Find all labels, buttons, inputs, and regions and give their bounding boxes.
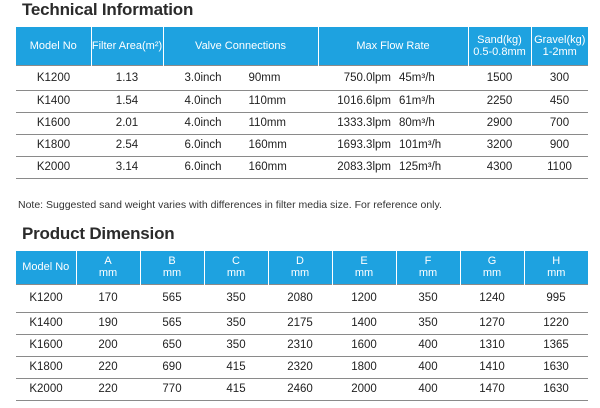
dim-unit: mm	[547, 267, 566, 280]
dim-value-cell: 1470	[479, 383, 505, 395]
dim-value-cell: 565	[162, 317, 182, 329]
dim-unit: mm	[418, 267, 438, 280]
sand-cell: 2250	[486, 95, 513, 107]
valve-mm: 160mm	[248, 161, 287, 173]
dim-value-cell: 1400	[351, 317, 377, 329]
dim-value-cell: 2000	[351, 383, 377, 395]
dim-value-cell: 200	[98, 339, 118, 351]
dim-value-cell: 220	[98, 383, 118, 395]
technical-information-table	[16, 27, 588, 179]
dim-value-cell: 995	[546, 292, 566, 304]
dim-value-cell: 350	[418, 317, 438, 329]
model-cell: K1600	[36, 117, 71, 129]
dim-value-cell: 350	[226, 317, 246, 329]
dim-letter: D	[296, 255, 304, 268]
dim-value-cell: 415	[226, 383, 246, 395]
table-row	[16, 156, 588, 178]
dim-value-cell: 1600	[351, 339, 377, 351]
flow-cell	[318, 156, 468, 178]
dim-letter: E	[360, 255, 368, 268]
valve-cell	[163, 112, 318, 134]
header-sand: Sand(kg) 0.5-0.8mm	[468, 27, 531, 65]
table-row	[16, 356, 588, 378]
table-row	[16, 112, 588, 134]
flow-m3h: 125m³/h	[399, 161, 442, 173]
flow-m3h: 101m³/h	[399, 139, 442, 151]
table-row	[16, 312, 588, 334]
dim-value-cell: 350	[226, 292, 246, 304]
sand-cell: 3200	[486, 139, 513, 151]
valve-mm: 160mm	[248, 139, 287, 151]
valve-cell	[163, 134, 318, 156]
flow-lpm: 1333.3lpm	[337, 117, 391, 129]
valve-mm: 110mm	[248, 117, 286, 129]
model-cell: K2000	[29, 383, 63, 395]
dim-value-cell: 650	[162, 339, 182, 351]
dim-value-cell: 2320	[287, 361, 313, 373]
header-dim-b	[140, 251, 204, 284]
valve-cell	[163, 65, 318, 90]
model-cell: K1400	[29, 317, 63, 329]
flow-lpm: 750.0lpm	[343, 71, 391, 84]
filter-area-cell: 1.13	[115, 71, 139, 84]
model-cell: K1800	[29, 361, 63, 373]
gravel-cell: 300	[549, 71, 570, 84]
sand-cell: 2900	[486, 117, 513, 129]
flow-lpm: 1016.6lpm	[337, 95, 391, 107]
dim-value-cell: 415	[226, 361, 246, 373]
valve-mm: 110mm	[248, 95, 286, 107]
filter-area-cell: 2.01	[115, 117, 139, 129]
dim-value-cell: 770	[162, 383, 182, 395]
dim-value-cell: 2310	[287, 339, 313, 351]
dim-value-cell: 1410	[479, 361, 505, 373]
filter-area-cell: 1.54	[115, 95, 139, 107]
gravel-cell: 700	[549, 117, 570, 129]
dim-letter: C	[232, 255, 240, 268]
dim-value-cell: 170	[98, 292, 118, 304]
dim-unit: mm	[226, 267, 246, 280]
dim-value-cell: 220	[98, 361, 118, 373]
gravel-cell: 450	[549, 95, 570, 107]
dim-value-cell: 2080	[287, 292, 313, 304]
dim-letter: A	[104, 255, 112, 268]
dim-unit: mm	[482, 267, 502, 280]
product-dimension-title: Product Dimension	[22, 224, 175, 243]
sand-cell: 1500	[486, 71, 513, 84]
valve-inch: 6.0inch	[184, 161, 222, 173]
dim-unit: mm	[354, 267, 374, 280]
valve-cell	[163, 156, 318, 178]
header-gravel: Gravel(kg) 1-2mm	[531, 27, 588, 65]
flow-m3h: 45m³/h	[399, 71, 435, 84]
header-valve-connections: Valve Connections	[163, 27, 318, 65]
dim-value-cell: 1630	[543, 361, 569, 373]
gravel-cell: 900	[549, 139, 570, 151]
header-dim-d	[268, 251, 332, 284]
flow-cell	[318, 65, 468, 90]
valve-cell	[163, 90, 318, 112]
table-row	[16, 284, 588, 312]
header-dim-e	[332, 251, 396, 284]
sand-weight-note: Note: Suggested sand weight varies with differences in filter media size. For reference only.	[18, 199, 442, 211]
valve-inch: 4.0inch	[184, 95, 222, 107]
dim-value-cell: 1800	[351, 361, 377, 373]
dim-value-cell: 1310	[479, 339, 505, 351]
header-model-no: Model No	[16, 251, 76, 284]
header-dim-c	[204, 251, 268, 284]
dim-value-cell: 565	[162, 292, 182, 304]
header-max-flow-rate: Max Flow Rate	[318, 27, 468, 65]
valve-inch: 3.0inch	[184, 71, 222, 84]
dim-value-cell: 400	[418, 339, 438, 351]
technical-information-title: Technical Information	[22, 0, 194, 19]
sand-cell: 4300	[486, 161, 513, 173]
filter-area-cell: 2.54	[115, 139, 139, 151]
table-row	[16, 334, 588, 356]
dim-value-cell: 190	[98, 317, 118, 329]
flow-cell	[318, 90, 468, 112]
dim-letter: G	[487, 255, 497, 268]
dim-value-cell: 1270	[479, 317, 505, 329]
valve-inch: 4.0inch	[184, 117, 222, 129]
dim-letter: H	[552, 255, 561, 268]
model-cell: K1200	[36, 71, 71, 84]
flow-m3h: 80m³/h	[399, 117, 435, 129]
dim-value-cell: 2175	[287, 317, 313, 329]
header-dim-a	[76, 251, 140, 284]
dim-value-cell: 400	[418, 361, 438, 373]
dim-unit: mm	[290, 267, 310, 280]
dim-value-cell: 2460	[287, 383, 313, 395]
flow-cell	[318, 112, 468, 134]
model-cell: K1400	[36, 95, 71, 107]
flow-cell	[318, 134, 468, 156]
model-cell: K2000	[36, 161, 71, 173]
gravel-cell: 1100	[547, 161, 572, 173]
dim-value-cell: 350	[226, 339, 246, 351]
dim-value-cell: 350	[418, 292, 438, 304]
product-dimension-table	[16, 251, 588, 401]
model-cell: K1600	[29, 339, 63, 351]
technical-header-row	[16, 27, 588, 65]
valve-inch: 6.0inch	[184, 139, 222, 151]
header-filter-area: Filter Area(m²)	[91, 27, 163, 65]
dim-letter: F	[424, 255, 432, 268]
dim-letter: B	[168, 255, 176, 268]
header-dim-g	[460, 251, 524, 284]
dim-value-cell: 400	[418, 383, 438, 395]
table-row	[16, 134, 588, 156]
table-row	[16, 65, 588, 90]
dim-unit: mm	[162, 267, 182, 280]
model-cell: K1200	[29, 292, 63, 304]
table-row	[16, 378, 588, 400]
dim-value-cell: 1365	[543, 339, 569, 351]
header-dim-f	[396, 251, 460, 284]
header-dim-h	[524, 251, 588, 284]
flow-lpm: 2083.3lpm	[337, 161, 391, 173]
dim-value-cell: 1630	[543, 383, 569, 395]
dim-value-cell: 1220	[543, 317, 569, 329]
table-row	[16, 90, 588, 112]
flow-lpm: 1693.3lpm	[337, 139, 391, 151]
model-cell: K1800	[36, 139, 71, 151]
dim-unit: mm	[98, 267, 118, 280]
dimension-header-row	[16, 251, 588, 284]
valve-mm: 90mm	[248, 71, 281, 84]
dim-value-cell: 1240	[479, 292, 505, 304]
header-model-no: Model No	[16, 27, 91, 65]
dim-value-cell: 1200	[351, 292, 377, 304]
flow-m3h: 61m³/h	[399, 95, 435, 107]
dim-value-cell: 690	[162, 361, 182, 373]
filter-area-cell: 3.14	[115, 161, 139, 173]
